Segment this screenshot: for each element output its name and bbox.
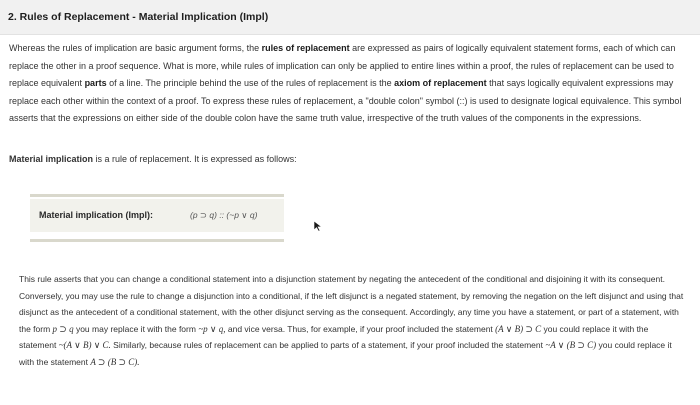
explanation-text: and vice versa. Thus, for example, if your proof included the statement <box>225 323 496 334</box>
definition-top-rule <box>30 194 284 197</box>
intro-text: are expressed as pairs of logically equivalent statement forms, each of which can replace the other in a proof sequence. What is more, while rules of implication can only be applied to entire lines within a proof, the rules of replacement can be used to replace equivalent <box>9 43 676 88</box>
intro-text: of a line. The principle behind the use of the rules of replacement is the <box>106 78 395 88</box>
explanation-paragraph <box>19 271 687 370</box>
definition-bottom-rule <box>30 239 284 242</box>
term-axiom-of-replacement: axiom of replacement <box>394 78 487 88</box>
section-title: 2. Rules of Replacement - Material Implication (Impl) <box>8 11 269 23</box>
explanation-text: you may replace it with the form <box>73 323 199 334</box>
intro-paragraph <box>9 40 689 128</box>
explanation-text: you could replace it with the statement <box>19 323 649 350</box>
definition-box <box>30 199 284 232</box>
explanation-text: Similarly, because rules of replacement can be applied to parts of a statement, if your proof included the statement <box>110 340 546 350</box>
definition-label: Material implication (Impl): <box>39 210 154 220</box>
formula-inline: ~(A ∨ B) ∨ C. <box>58 340 111 350</box>
term-material-implication: Material implication <box>9 154 94 164</box>
material-implication-text: is a rule of replacement. It is expressed as follows: <box>93 154 297 164</box>
material-implication-intro <box>9 151 689 168</box>
intro-text: Whereas the rules of implication are basic argument forms, the <box>9 43 262 53</box>
formula-inline: p ⊃ q <box>52 323 74 334</box>
term-parts: parts <box>84 78 107 88</box>
explanation-text: you could replace it with the statement <box>19 340 672 367</box>
explanation-text: This rule asserts that you can change a conditional statement into a disjunction statement by negating the antecedent of the conditional and disjoining it with its consequent. Conversely, you may use the rule to change a disjunction into a conditional, if the left disjunct is a negated statement, by removing the negation on the left disjunct and using that disjunct as the antecedent of a conditional statement, with the other disjunct serving as the consequent. Accordingly, any time you have a statement, or part of a statement, with the form <box>19 274 684 334</box>
formula-inline: A ⊃ (B ⊃ C). <box>90 356 140 367</box>
formula-inline: ~A ∨ (B ⊃ C) <box>545 340 597 350</box>
definition-expression: (p ⊃ q) :: (~p ∨ q) <box>190 210 258 220</box>
intro-text: that says logically equivalent expressions may replace each other within the context of a proof. To express these rules of replacement, a "double colon" symbol (::) is used to designate logical equivalence. This symbol asserts that the expressions on either side of the double colon have the same truth value, irrespective of the truth values of the components in the expressions. <box>9 78 682 123</box>
term-rules-of-replacement: rules of replacement <box>261 43 350 53</box>
mouse-pointer-icon <box>313 220 323 232</box>
formula-inline: (A ∨ B) ⊃ C <box>495 323 542 334</box>
formula-inline: ~p ∨ q, <box>198 323 226 334</box>
